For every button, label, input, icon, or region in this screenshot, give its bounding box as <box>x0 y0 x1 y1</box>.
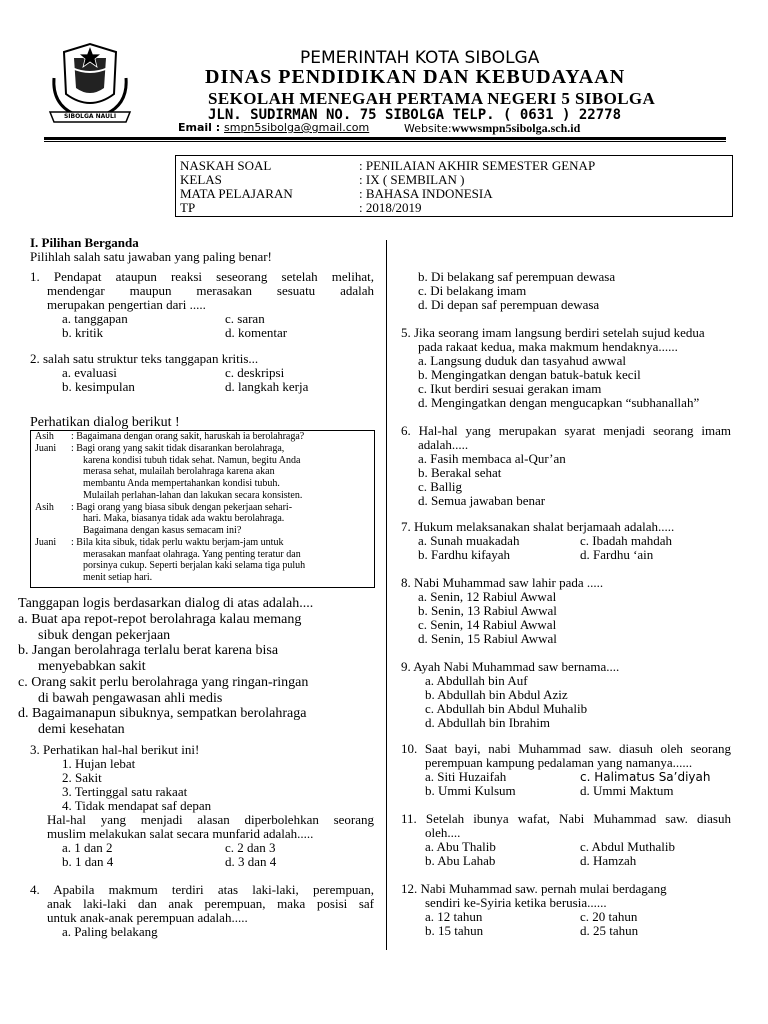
q10-option-c: c. Halimatus Sa’diyah <box>580 770 711 784</box>
website-label: Website: <box>404 122 452 135</box>
q3-line: muslim melakukan salat secara munfarid adalah..... <box>47 826 314 841</box>
q9-option-c: c. Abdullah bin Abdul Muhalib <box>425 701 588 716</box>
meta-row: KELAS : IX ( SEMBILAN ) <box>180 172 465 187</box>
q7-option-a: a. Sunah muakadah <box>418 533 520 548</box>
website <box>404 121 580 136</box>
q8-option-d: d. Senin, 15 Rabiul Awwal <box>418 631 557 646</box>
meta-row: NASKAH SOAL : PENILAIAN AKHIR SEMESTER GENAP <box>180 158 596 173</box>
dialog-option-b-cont: menyebabkan sakit <box>38 659 146 674</box>
dialog-line: merasa sehat, mulailah berolahraga karena akan <box>83 466 275 477</box>
q6-line: 6. Hal-hal yang merupakan syarat menjadi seorang imam <box>401 423 731 438</box>
q3-item: 4. Tidak mendapat saf depan <box>62 798 212 813</box>
logo-text: SIBOLGA NAULI <box>63 113 117 120</box>
contact-row <box>178 121 581 135</box>
q2-option-c: c. deskripsi <box>225 365 285 380</box>
q2-option-b: b. kesimpulan <box>62 379 135 394</box>
dialog-option-a: a. Buat apa repot-repot berolahraga kalau memang <box>18 612 302 627</box>
q11-line: oleh.... <box>425 825 461 840</box>
school-name: SEKOLAH MENEGAH PERTAMA NEGERI 5 SIBOLGA <box>208 89 656 108</box>
q3-option-c: c. 2 dan 3 <box>225 840 276 855</box>
q2-stem: 2. salah satu struktur teks tanggapan kritis... <box>30 351 259 366</box>
q3-stem: 3. Perhatikan hal-hal berikut ini! <box>30 742 200 757</box>
dialog-line: porsinya cukup. Seperti berjalan kaki selama tiga puluh <box>83 560 306 571</box>
dialog-line: hari. Maka, biasanya tidak ada waktu berolahraga. <box>83 513 285 524</box>
q7-stem: 7. Hukum melaksanakan shalat berjamaah adalah..... <box>401 519 675 534</box>
q1-line: 1. Pendapat ataupun reaksi seseorang setelah melihat, <box>30 269 374 284</box>
dialog-line: : Bagi orang yang sakit tidak disarankan berolahraga, <box>71 443 285 454</box>
dialog-question-stem: Tanggapan logis berdasarkan dialog di atas adalah.... <box>18 596 314 611</box>
q11-option-c: c. Abdul Muthalib <box>580 839 675 854</box>
q6-line: adalah..... <box>418 437 469 452</box>
q10-line: 10. Saat bayi, nabi Muhammad saw. diasuh oleh seorang <box>401 741 731 756</box>
q4-option-d: d. Di depan saf perempuan dewasa <box>418 297 600 312</box>
q1-option-b: b. kritik <box>62 325 104 340</box>
q3-item: 2. Sakit <box>62 770 102 785</box>
q1-line: mendengar maupun merasakan sesuatu adalah <box>47 283 374 298</box>
q10-option-d: d. Ummi Maktum <box>580 783 674 798</box>
q7-option-c: c. Ibadah mahdah <box>580 533 673 548</box>
speaker: Asih <box>35 502 54 513</box>
q6-option-b: b. Berakal sehat <box>418 465 502 480</box>
q2-option-a: a. evaluasi <box>62 365 117 380</box>
q8-stem: 8. Nabi Muhammad saw lahir pada ..... <box>401 575 604 590</box>
q1-option-d: d. komentar <box>225 325 288 340</box>
q4-line: untuk anak-anak perempuan adalah..... <box>47 910 248 925</box>
dialog-option-c-cont: di bawah pengawasan ahli medis <box>38 691 223 706</box>
q12-option-b: b. 15 tahun <box>425 923 484 938</box>
dialog-option-c: c. Orang sakit perlu berolahraga yang ringan-ringan <box>18 675 309 690</box>
q7-option-d: d. Fardhu ‘ain <box>580 547 654 562</box>
department-title: DINAS PENDIDIKAN DAN KEBUDAYAAN <box>205 66 626 88</box>
speaker: Juani <box>35 537 57 548</box>
q4-line: anak laki-laki dan anak perempuan, maka posisi saf <box>47 896 374 911</box>
header-rule-thick <box>44 137 726 140</box>
website-link[interactable]: wwwsmpn5sibolga.sch.id <box>451 121 581 135</box>
q1-option-c: c. saran <box>225 311 265 326</box>
q11-line: 11. Setelah ibunya wafat, Nabi Muhammad saw. diasuh <box>401 811 731 826</box>
email-link[interactable]: smpn5sibolga@gmail.com <box>224 121 370 134</box>
q10-option-a: a. Siti Huzaifah <box>425 769 507 784</box>
q3-option-b: b. 1 dan 4 <box>62 854 114 869</box>
q11-option-d: d. Hamzah <box>580 853 637 868</box>
section-title: I. Pilihan Berganda <box>30 235 139 250</box>
q1-line: merupakan pengertian dari ..... <box>47 297 206 312</box>
dialog-line: : Bila kita sibuk, tidak perlu waktu berjam-jam untuk <box>71 537 284 548</box>
speaker: Juani <box>35 443 57 454</box>
q11-option-b: b. Abu Lahab <box>425 853 496 868</box>
dialog-line: Bagaimana dengan kasus semacam ini? <box>83 525 242 536</box>
q9-option-b: b. Abdullah bin Abdul Aziz <box>425 687 568 702</box>
dialog-line: Mulailah perlahan-lahan dan lakukan secara konsisten. <box>83 490 303 501</box>
q4-option-a: a. Paling belakang <box>62 924 158 939</box>
dialog-line: : Bagi orang yang biasa sibuk dengan pekerjaan sehari- <box>71 502 293 513</box>
government-title: PEMERINTAH KOTA SIBOLGA <box>300 48 540 68</box>
city-seal-logo <box>44 38 136 130</box>
dialog-box <box>30 430 375 588</box>
dialog-line: merasakan manfaat olahraga. Yang penting teratur dan <box>83 549 301 560</box>
q9-option-d: d. Abdullah bin Ibrahim <box>425 715 550 730</box>
q3-line: Hal-hal yang menjadi alasan diperbolehkan seorang <box>47 812 374 827</box>
q6-option-d: d. Semua jawaban benar <box>418 493 546 508</box>
q9-option-a: a. Abdullah bin Auf <box>425 673 528 688</box>
q3-option-d: d. 3 dan 4 <box>225 854 277 869</box>
q5-option-a: a. Langsung duduk dan tasyahud awwal <box>418 353 626 368</box>
section-instruction: Pilihlah salah satu jawaban yang paling benar! <box>30 249 272 264</box>
q12-line: sendiri ke-Syiria ketika berusia...... <box>425 895 607 910</box>
q6-option-c: c. Ballig <box>418 479 463 494</box>
q12-option-c: c. 20 tahun <box>580 909 638 924</box>
q1-option-a: a. tanggapan <box>62 311 128 326</box>
dialog-intro: Perhatikan dialog berikut ! <box>30 415 180 430</box>
q5-option-b: b. Mengingatkan dengan batuk-batuk kecil <box>418 367 641 382</box>
q8-option-c: c. Senin, 14 Rabiul Awwal <box>418 617 557 632</box>
q10-option-b: b. Ummi Kulsum <box>425 783 516 798</box>
q4-option-b: b. Di belakang saf perempuan dewasa <box>418 269 616 284</box>
q5-option-d: d. Mengingatkan dengan mengucapkan “subhanallah” <box>418 395 700 410</box>
dialog-line: membantu Anda mempertahankan kondisi tubuh. <box>83 478 280 489</box>
q10-line: perempuan kampung pedalaman yang namanya...... <box>425 755 693 770</box>
dialog-line: : Bagaimana dengan orang sakit, haruskah ia berolahraga? <box>71 431 305 442</box>
q5-line: pada rakaat kedua, maka makmum hendaknya...... <box>418 339 678 354</box>
meta-row: TP : 2018/2019 <box>180 200 422 215</box>
q5-option-c: c. Ikut berdiri sesuai gerakan imam <box>418 381 602 396</box>
q5-line: 5. Jika seorang imam langsung berdiri setelah sujud kedua <box>401 325 705 340</box>
q4-option-c: c. Di belakang imam <box>418 283 527 298</box>
dialog-option-d: d. Bagaimanapun sibuknya, sempatkan berolahraga <box>18 706 307 721</box>
header-rule-thin <box>44 141 726 142</box>
q8-option-a: a. Senin, 12 Rabiul Awwal <box>418 589 557 604</box>
q12-line: 12. Nabi Muhammad saw. pernah mulai berdagang <box>401 881 667 896</box>
q7-option-b: b. Fardhu kifayah <box>418 547 511 562</box>
exam-info-box <box>175 155 733 217</box>
dialog-option-a-cont: sibuk dengan pekerjaan <box>38 628 171 643</box>
dialog-option-b: b. Jangan berolahraga terlalu berat karena bisa <box>18 643 279 658</box>
q12-option-a: a. 12 tahun <box>425 909 483 924</box>
school-address: JLN. SUDIRMAN NO. 75 SIBOLGA TELP. ( 0631 ) 22778 <box>208 107 622 123</box>
q6-option-a: a. Fasih membaca al-Qur’an <box>418 451 566 466</box>
column-divider <box>386 240 387 950</box>
q11-option-a: a. Abu Thalib <box>425 839 496 854</box>
meta-row: MATA PELAJARAN : BAHASA INDONESIA <box>180 186 493 201</box>
dialog-option-d-cont: demi kesehatan <box>38 722 125 737</box>
q3-item: 1. Hujan lebat <box>62 756 136 771</box>
email-label: Email : <box>178 121 224 134</box>
q3-item: 3. Tertinggal satu rakaat <box>62 784 188 799</box>
q12-option-d: d. 25 tahun <box>580 923 639 938</box>
dialog-line: menit setiap hari. <box>83 572 153 583</box>
dialog-line: karena kondisi tubuh tidak sehat. Namun, begitu Anda <box>83 455 301 466</box>
speaker: Asih <box>35 431 54 442</box>
q9-stem: 9. Ayah Nabi Muhammad saw bernama.... <box>401 659 620 674</box>
q8-option-b: b. Senin, 13 Rabiul Awwal <box>418 603 557 618</box>
q4-line: 4. Apabila makmum terdiri atas laki-laki, perempuan, <box>30 882 374 897</box>
q3-option-a: a. 1 dan 2 <box>62 840 113 855</box>
q2-option-d: d. langkah kerja <box>225 379 309 394</box>
